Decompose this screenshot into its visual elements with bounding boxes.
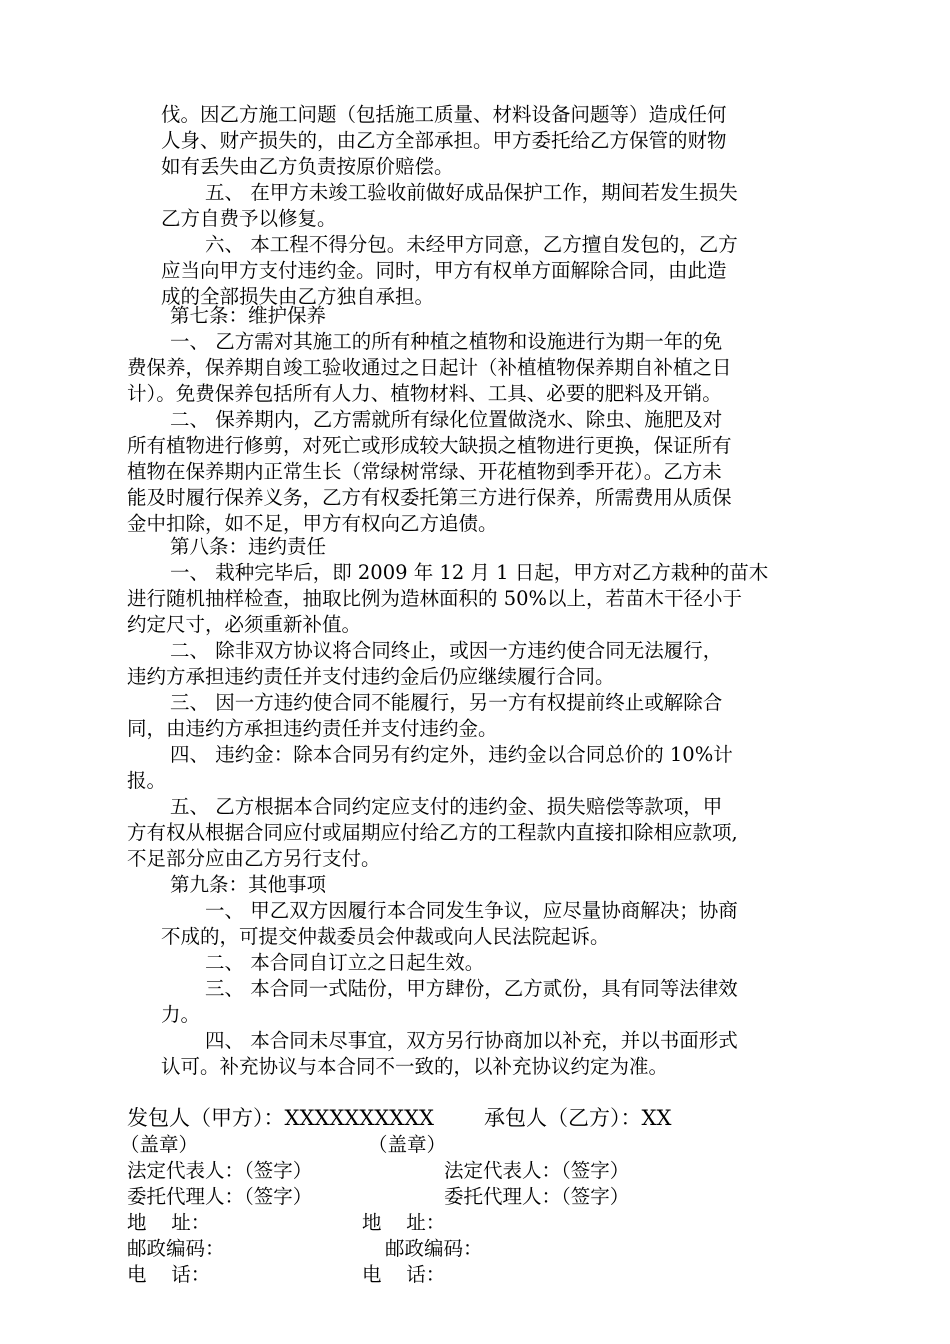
body-line: 能及时履行保养义务，乙方有权委托第三方进行保养，所需费用从质保: [127, 486, 732, 509]
body-line: 应当向甲方支付违约金。同时，甲方有权单方面解除合同，由此造: [161, 259, 727, 282]
body-line: 二、 保养期内，乙方需就所有绿化位置做浇水、除虫、施肥及对: [170, 408, 723, 431]
body-line: 金中扣除，如不足，甲方有权向乙方追债。: [127, 512, 498, 535]
body-line: 力。: [161, 1003, 201, 1026]
seal-b: （盖章）: [368, 1133, 447, 1156]
body-line: 费保养，保养期自竣工验收通过之日起计（补植植物保养期自补植之日: [127, 356, 732, 379]
body-line: 认可。补充协议与本合同不一致的，以补充协议约定为准。: [161, 1055, 669, 1078]
body-line: 二、 本合同自订立之日起生效。: [205, 951, 485, 974]
phone-b: 电 话：: [362, 1263, 446, 1286]
body-line: 成的全部损失由乙方独自承担。: [161, 285, 435, 308]
body-line: 六、 本工程不得分包。未经甲方同意，乙方擅自发包的，乙方: [205, 233, 738, 256]
body-line: 五、 乙方根据本合同约定应支付的违约金、损失赔偿等款项，甲: [170, 795, 723, 818]
section-heading: 第七条：维护保养: [170, 304, 327, 327]
body-line: 同，由违约方承担违约责任并支付违约金。: [127, 717, 498, 740]
body-line: 三、 因一方违约使合同不能履行，另一方有权提前终止或解除合: [170, 691, 723, 714]
section-heading: 第八条：违约责任: [170, 535, 327, 558]
legal-rep-a: 法定代表人：（签字）: [127, 1159, 313, 1182]
agent-a: 委托代理人：（签字）: [127, 1185, 313, 1208]
legal-rep-b: 法定代表人：（签字）: [444, 1159, 630, 1182]
body-line: 报。: [127, 769, 167, 792]
body-line: 不足部分应由乙方另行支付。: [127, 847, 381, 870]
body-line: 四、 本合同未尽事宜，双方另行协商加以补充，并以书面形式: [205, 1029, 738, 1052]
body-line: 乙方自费予以修复。: [161, 207, 337, 230]
body-line: 违约方承担违约责任并支付违约金后仍应继续履行合同。: [127, 665, 615, 688]
body-line: 人身、财产损失的，由乙方全部承担。甲方委托给乙方保管的财物: [161, 129, 727, 152]
body-line: 植物在保养期内正常生长（常绿树常绿、开花植物到季开花）。乙方未: [127, 460, 722, 483]
body-line: 如有丢失由乙方负责按原价赔偿。: [161, 155, 454, 178]
body-line: 进行随机抽样检查，抽取比例为造林面积的 50%以上，若苗木干径小于: [127, 587, 743, 610]
agent-b: 委托代理人：（签字）: [444, 1185, 630, 1208]
body-line: 计）。免费保养包括所有人力、植物材料、工具、必要的肥料及开销。: [127, 382, 722, 405]
body-line: 五、 在甲方未竣工验收前做好成品保护工作，期间若发生损失: [205, 181, 738, 204]
body-line: 一、 乙方需对其施工的所有种植之植物和设施进行为期一年的免: [170, 330, 723, 353]
body-line: 一、 栽种完毕后，即 2009 年 12 月 1 日起，甲方对乙方栽种的苗木: [170, 561, 769, 584]
body-line: 方有权从根据合同应付或届期应付给乙方的工程款内直接扣除相应款项,: [127, 821, 738, 844]
section-heading: 第九条：其他事项: [170, 873, 327, 896]
body-line: 所有植物进行修剪，对死亡或形成较大缺损之植物进行更换，保证所有: [127, 434, 732, 457]
body-line: 伐。因乙方施工问题（包括施工质量、材料设备问题等）造成任何: [161, 103, 727, 126]
body-line: 一、 甲乙双方因履行本合同发生争议，应尽量协商解决；协商: [205, 899, 738, 922]
address-b: 地 址：: [362, 1211, 446, 1234]
party-a-label: 发包人（甲方）：XXXXXXXXXX: [127, 1106, 435, 1130]
phone-a: 电 话：: [127, 1263, 211, 1286]
body-line: 约定尺寸，必须重新补值。: [127, 613, 362, 636]
body-line: 二、 除非双方协议将合同终止，或因一方违约使合同无法履行，: [170, 639, 723, 662]
body-line: 四、 违约金：除本合同另有约定外，违约金以合同总价的 10%计: [170, 743, 733, 766]
body-line: 三、 本合同一式陆份，甲方肆份，乙方贰份，具有同等法律效: [205, 977, 738, 1000]
body-line: 不成的，可提交仲裁委员会仲裁或向人民法院起诉。: [161, 925, 610, 948]
party-b-label: 承包人（乙方）：XX: [484, 1106, 672, 1130]
postcode-a: 邮政编码：: [127, 1237, 225, 1260]
postcode-b: 邮政编码：: [385, 1237, 483, 1260]
address-a: 地 址：: [127, 1211, 211, 1234]
seal-a: （盖章）: [120, 1133, 199, 1156]
